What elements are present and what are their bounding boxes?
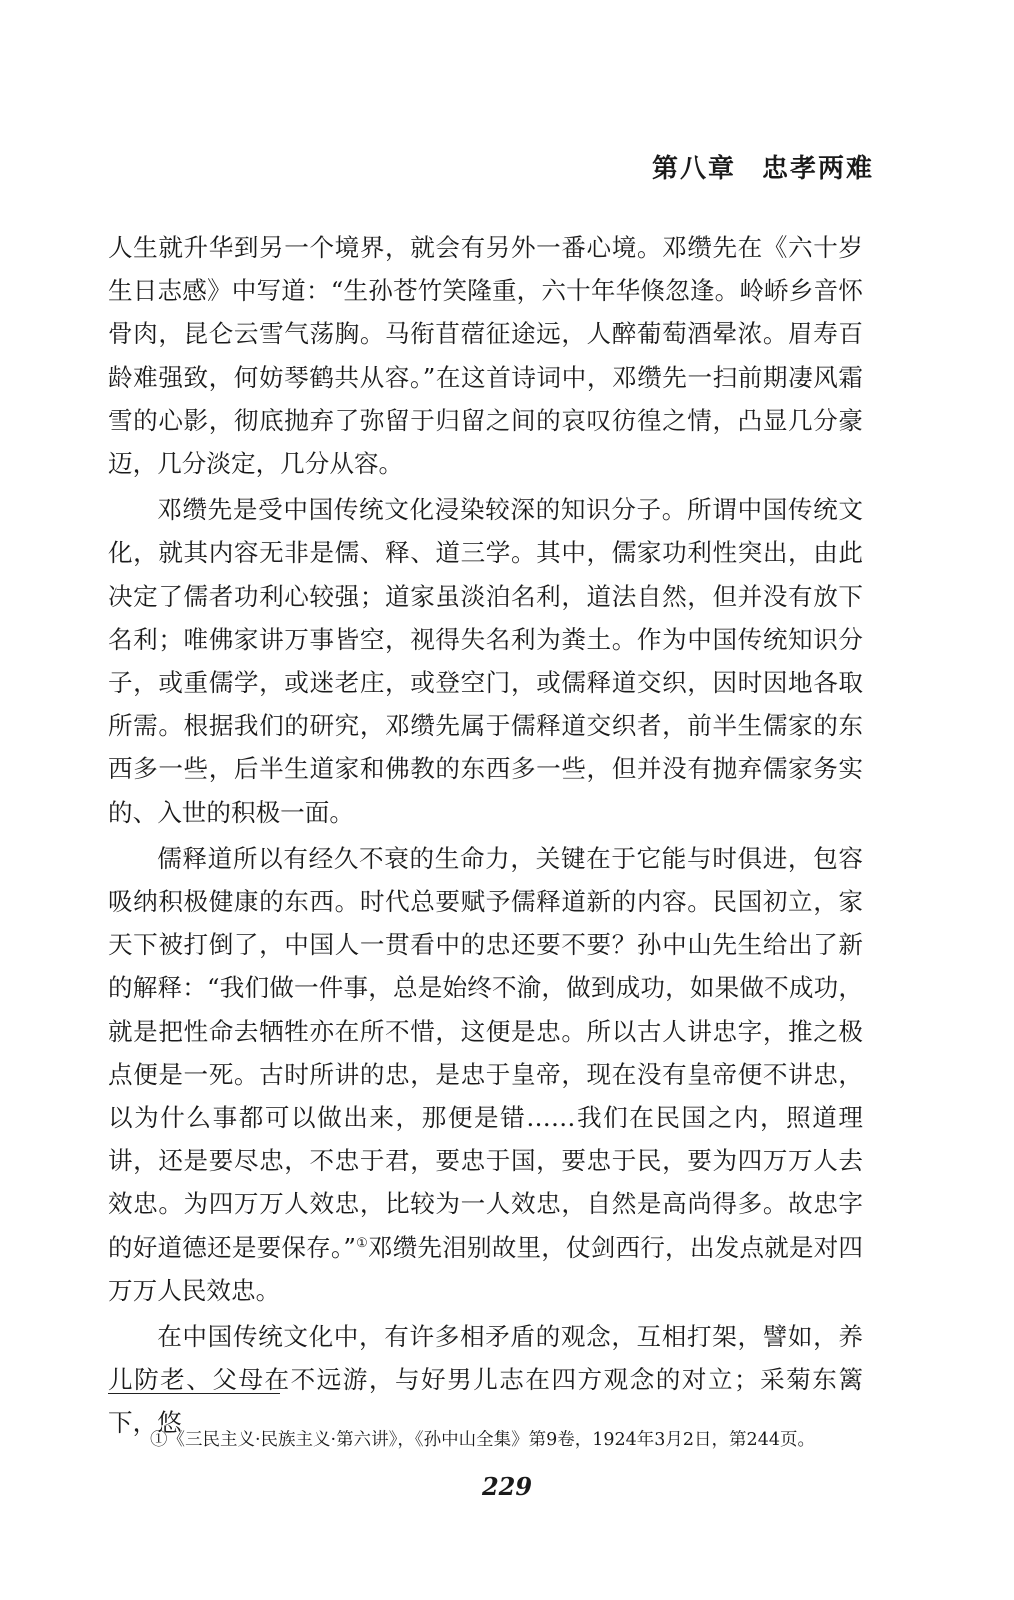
paragraph-3-tail: 邓缵先泪别故里，仗剑西行，出发点就是对四万万人民效忠。	[108, 1232, 863, 1305]
page-number: 229	[481, 1472, 533, 1501]
body-text	[108, 226, 863, 1445]
footnote-marker: ①	[355, 1235, 368, 1251]
footnote-rule	[108, 1393, 280, 1394]
footnote: ①《三民主义·民族主义·第六讲》，《孙中山全集》第9卷，1924年3月2日，第244页。	[150, 1430, 815, 1450]
paragraph-3	[108, 837, 863, 1312]
paragraph-1: 人生就升华到另一个境界，就会有另外一番心境。邓缵先在《六十岁生日志感》中写道：“生孙苍竹笑隆重，六十年华倏忽逢。岭峤乡音怀骨肉，昆仑云雪气荡胸。马衔苜蓿征途远，人醉葡萄酒晕浓。眉寿百龄难强致，何妨琴鹤共从容。”在这首诗词中，邓缵先一扫前期凄风霜雪的心影，彻底抛弃了弥留于归留之间的哀叹彷徨之情，凸显几分豪迈，几分淡定，几分从容。	[108, 233, 863, 479]
running-head	[652, 148, 874, 185]
paragraph-3-text: 儒释道所以有经久不衰的生命力，关键在于它能与时俱进，包容吸纳积极健康的东西。时代总要赋予儒释道新的内容。民国初立，家天下被打倒了，中国人一贯看中的忠还要不要？孙中山先生给出了新的解释：“我们做一件事，总是始终不渝，做到成功，如果做不成功，就是把性命去牺牲亦在所不惜，这便是忠。所以古人讲忠字，推之极点便是一死。古时所讲的忠，是忠于皇帝，现在没有皇帝便不讲忠，以为什么事都可以做出来，那便是错……我们在民国之内，照道理讲，还是要尽忠，不忠于君，要忠于国，要忠于民，要为四万万人去效忠。为四万万人效忠，比较为一人效忠，自然是高尚得多。故忠字的好道德还是要保存。”	[108, 843, 863, 1262]
paragraph-2: 邓缵先是受中国传统文化浸染较深的知识分子。所谓中国传统文化，就其内容无非是儒、释、道三学。其中，儒家功利性突出，由此决定了儒者功利心较强；道家虽淡泊名利，道法自然，但并没有放下名利；唯佛家讲万事皆空，视得失名利为粪土。作为中国传统知识分子，或重儒学，或迷老庄，或登空门，或儒释道交织，因时因地各取所需。根据我们的研究，邓缵先属于儒释道交织者，前半生儒家的东西多一些，后半生道家和佛教的东西多一些，但并没有抛弃儒家务实的、入世的积极一面。	[108, 495, 863, 827]
chapter-number: 第八章	[651, 154, 736, 184]
chapter-title: 忠孝两难	[761, 154, 874, 184]
paragraph-4: 在中国传统文化中，有许多相矛盾的观念，互相打架，譬如，养儿防老、父母在不远游，与好男儿志在四方观念的对立；采菊东篱下，悠	[108, 1322, 863, 1438]
